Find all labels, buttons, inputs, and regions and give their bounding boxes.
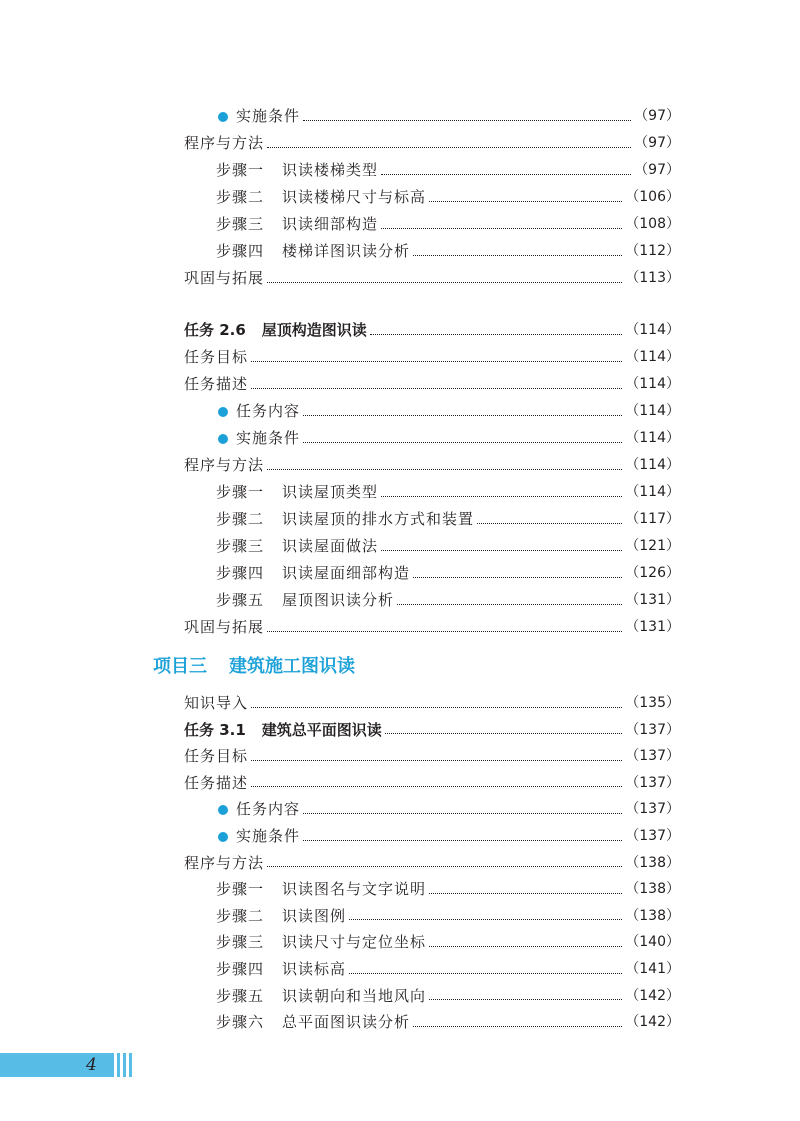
- toc-row: [184, 344, 680, 371]
- toc-step-row: [216, 983, 680, 1010]
- step-label: 步骤三: [216, 537, 265, 555]
- toc-step-row: [216, 238, 680, 265]
- entry-title: 屋顶图识读分析: [282, 591, 395, 609]
- step-label: 步骤三: [216, 215, 265, 233]
- toc-step-row: [216, 956, 680, 983]
- page-ref: （97）: [634, 162, 680, 178]
- page-ref: （121）: [625, 538, 680, 554]
- step-label: 步骤四: [216, 242, 265, 260]
- footer-stripe: [123, 1053, 126, 1077]
- toc-bullet-row: [218, 398, 680, 425]
- toc-step-row: [216, 1009, 680, 1036]
- toc-row: [184, 371, 680, 398]
- leader-dots: [303, 441, 622, 443]
- toc-row: [184, 265, 680, 292]
- entry-title: 识读屋顶的排水方式和装置: [282, 510, 475, 528]
- leader-dots: [429, 892, 622, 894]
- page-ref: （97）: [634, 108, 680, 124]
- toc-bullet-row: [218, 796, 680, 823]
- toc-row: [184, 614, 680, 641]
- bullet-icon: [218, 407, 228, 417]
- entry-title: 识读尺寸与定位坐标: [282, 933, 427, 952]
- entry-title: 识读楼梯尺寸与标高: [282, 188, 427, 206]
- leader-dots: [267, 468, 622, 470]
- page-ref: （141）: [625, 961, 680, 977]
- page-ref: （142）: [625, 987, 680, 1004]
- toc-bullet-row: [218, 103, 680, 130]
- leader-dots: [303, 812, 622, 814]
- toc-row: [184, 452, 680, 479]
- leader-dots: [251, 785, 622, 787]
- toc-step-row: [216, 157, 680, 184]
- entry-title: 巩固与拓展: [184, 269, 265, 287]
- leader-dots: [349, 918, 622, 920]
- page-number: 4: [86, 1055, 97, 1075]
- leader-dots: [429, 945, 622, 947]
- leader-dots: [303, 839, 622, 841]
- toc-bullet-row: [218, 425, 680, 452]
- entry-title: 识读屋顶类型: [282, 483, 379, 501]
- entry-title: 任务内容: [236, 402, 301, 420]
- leader-dots: [413, 1025, 622, 1027]
- toc-row: [184, 690, 680, 717]
- page-ref: （138）: [625, 881, 680, 898]
- task-number: 任务 3.1: [184, 720, 246, 739]
- toc-step-row: [216, 506, 680, 533]
- toc-step-row: [216, 929, 680, 956]
- step-label: 步骤六: [216, 1013, 265, 1032]
- entry-title: 总平面图识读分析: [282, 1013, 411, 1032]
- leader-dots: [267, 630, 622, 632]
- leader-dots: [251, 759, 622, 761]
- leader-dots: [381, 227, 622, 229]
- entry-title: 识读图名与文字说明: [282, 880, 427, 899]
- page-ref: （114）: [625, 484, 680, 500]
- step-label: 步骤一: [216, 483, 265, 501]
- page-ref: （137）: [625, 828, 680, 844]
- leader-dots: [303, 414, 622, 416]
- page-ref: （140）: [625, 934, 680, 951]
- entry-title: 程序与方法: [184, 853, 265, 872]
- leader-dots: [381, 495, 622, 497]
- leader-dots: [267, 865, 622, 867]
- toc-step-row: [216, 533, 680, 560]
- leader-dots: [413, 576, 622, 578]
- entry-title: 实施条件: [236, 429, 301, 447]
- leader-dots: [267, 281, 622, 283]
- toc-step-row: [216, 560, 680, 587]
- page-ref: （137）: [625, 748, 680, 765]
- leader-dots: [349, 972, 622, 974]
- step-label: 步骤二: [216, 188, 265, 206]
- page-ref: （142）: [625, 1014, 680, 1031]
- page-ref: （106）: [625, 189, 680, 205]
- bullet-icon: [218, 805, 228, 815]
- leader-dots: [267, 146, 631, 148]
- entry-title: 任务描述: [184, 773, 249, 792]
- page-ref: （114）: [625, 457, 680, 473]
- toc-row: [184, 130, 680, 157]
- toc-task-row: [184, 317, 680, 344]
- page-ref: （117）: [625, 511, 680, 527]
- entry-title: 任务目标: [184, 747, 249, 766]
- leader-dots: [381, 173, 631, 175]
- step-label: 步骤五: [216, 591, 265, 609]
- entry-title: 实施条件: [236, 107, 301, 125]
- page-ref: （108）: [625, 216, 680, 232]
- leader-dots: [251, 706, 622, 708]
- toc-step-row: [216, 587, 680, 614]
- entry-title: 识读屋面做法: [282, 537, 379, 555]
- leader-dots: [429, 998, 622, 1000]
- leader-dots: [370, 333, 622, 335]
- page-ref: （112）: [625, 243, 680, 259]
- page-ref: （113）: [625, 270, 680, 286]
- leader-dots: [477, 522, 622, 524]
- page-ref: （135）: [625, 695, 680, 711]
- toc-step-row: [216, 211, 680, 238]
- footer-stripe: [117, 1053, 120, 1077]
- entry-title: 楼梯详图识读分析: [282, 242, 411, 260]
- section-title: 建筑施工图识读: [229, 656, 355, 677]
- toc-step-row: [216, 876, 680, 903]
- page-ref: （131）: [625, 592, 680, 608]
- toc-row: [184, 850, 680, 877]
- bullet-icon: [218, 434, 228, 444]
- leader-dots: [397, 603, 622, 605]
- footer-stripe: [129, 1053, 132, 1077]
- bullet-icon: [218, 112, 228, 122]
- step-label: 步骤一: [216, 161, 265, 179]
- section-heading: [153, 652, 355, 682]
- entry-title: 任务内容: [236, 800, 301, 819]
- page-ref: （114）: [625, 322, 680, 338]
- leader-dots: [251, 387, 622, 389]
- toc-row: [184, 743, 680, 770]
- toc-step-row: [216, 903, 680, 930]
- toc-task-row: [184, 717, 680, 744]
- entry-title: 识读标高: [282, 960, 347, 978]
- page-ref: （138）: [625, 854, 680, 871]
- step-label: 步骤四: [216, 564, 265, 582]
- step-label: 步骤二: [216, 906, 265, 925]
- leader-dots: [251, 360, 622, 362]
- step-label: 步骤三: [216, 933, 265, 952]
- entry-title: 任务目标: [184, 348, 249, 366]
- page-ref: （114）: [625, 349, 680, 365]
- entry-title: 程序与方法: [184, 134, 265, 152]
- page-ref: （97）: [634, 135, 680, 151]
- leader-dots: [385, 732, 622, 734]
- page-ref: （137）: [625, 721, 680, 738]
- entry-title: 识读楼梯类型: [282, 161, 379, 179]
- page-ref: （114）: [625, 376, 680, 392]
- entry-title: 知识导入: [184, 694, 249, 712]
- toc-row: [184, 770, 680, 797]
- leader-dots: [303, 119, 631, 121]
- entry-title: 识读细部构造: [282, 215, 379, 233]
- page-ref: （131）: [625, 619, 680, 635]
- entry-title: 任务描述: [184, 375, 249, 393]
- bullet-icon: [218, 832, 228, 842]
- toc-step-row: [216, 184, 680, 211]
- entry-title: 识读朝向和当地风向: [282, 986, 427, 1005]
- page-ref: （114）: [625, 430, 680, 446]
- page-ref: （126）: [625, 565, 680, 581]
- toc-step-row: [216, 479, 680, 506]
- entry-title: 建筑总平面图识读: [261, 720, 382, 739]
- toc-bullet-row: [218, 823, 680, 850]
- page-ref: （137）: [625, 774, 680, 791]
- entry-title: 识读图例: [282, 906, 347, 925]
- entry-title: 屋顶构造图识读: [261, 321, 367, 339]
- leader-dots: [381, 549, 622, 551]
- leader-dots: [429, 200, 622, 202]
- page-ref: （138）: [625, 907, 680, 924]
- entry-title: 程序与方法: [184, 456, 265, 474]
- step-label: 步骤二: [216, 510, 265, 528]
- entry-title: 巩固与拓展: [184, 618, 265, 636]
- page-ref: （114）: [625, 403, 680, 419]
- step-label: 步骤一: [216, 880, 265, 899]
- entry-title: 识读屋面细部构造: [282, 564, 411, 582]
- leader-dots: [413, 254, 622, 256]
- step-label: 步骤五: [216, 986, 265, 1005]
- step-label: 步骤四: [216, 960, 265, 978]
- page-ref: （137）: [625, 801, 680, 818]
- entry-title: 实施条件: [236, 827, 301, 845]
- section-label: 项目三: [153, 656, 207, 677]
- task-number: 任务 2.6: [184, 321, 246, 339]
